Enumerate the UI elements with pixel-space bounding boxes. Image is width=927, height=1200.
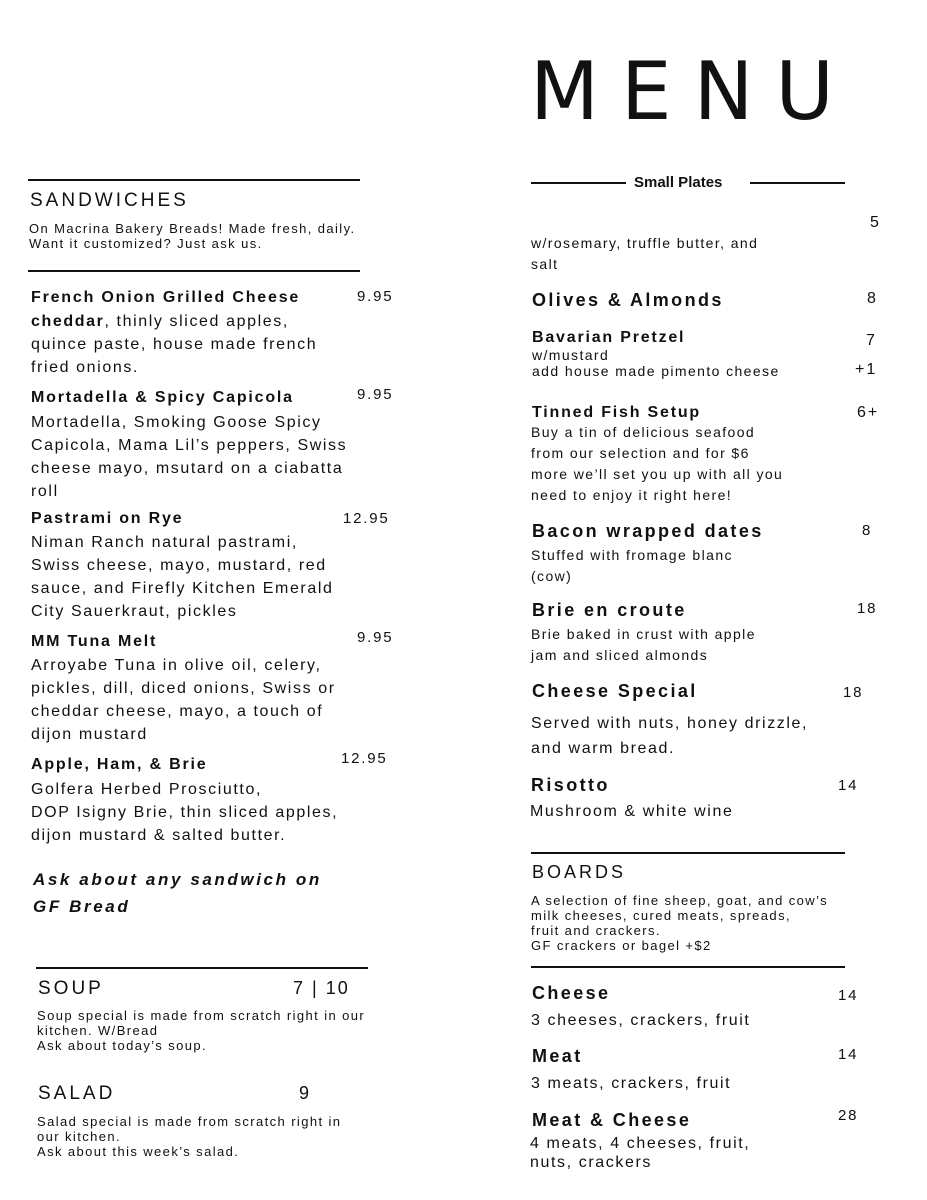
item-description: 3 meats, crackers, fruit	[531, 1075, 732, 1092]
soup-description: Soup special is made from scratch right in our kitchen. W/Bread Ask about today’s soup.	[37, 1008, 366, 1053]
divider	[750, 182, 845, 184]
item-name: Pastrami on Rye	[31, 510, 184, 527]
item-description: Golfera Herbed Prosciutto, DOP Isigny Brie, thin sliced apples, dijon mustard & salted butter.	[31, 781, 339, 844]
item-price: 18	[843, 684, 864, 701]
divider	[531, 966, 845, 968]
item-description: Brie baked in crust with apple jam and sliced almonds	[531, 626, 756, 663]
item-name: Brie en croute	[532, 600, 687, 620]
page-title: MENU	[530, 45, 856, 138]
item-description: Served with nuts, honey drizzle, and warm bread.	[531, 715, 809, 757]
item-name: Bavarian Pretzel	[532, 329, 686, 346]
item-price: 18	[857, 600, 878, 617]
gf-note: Ask about any sandwich on GF Bread	[33, 870, 322, 916]
item-price: 8	[862, 522, 873, 539]
boards-description: A selection of fine sheep, goat, and cow’s milk cheeses, cured meats, spreads, fruit and crackers. GF crackers or bagel +$2	[531, 893, 829, 953]
item-description: Arroyabe Tuna in olive oil, celery, pickles, dill, diced onions, Swiss or cheddar cheese, mayo, a touch of dijon mustard	[31, 657, 336, 743]
item-description: 4 meats, 4 cheeses, fruit, nuts, crackers	[530, 1135, 751, 1171]
item-name: Olives & Almonds	[532, 290, 724, 310]
boards-header: BOARDS	[532, 862, 627, 882]
item-description: Niman Ranch natural pastrami, Swiss cheese, mayo, mustard, red sauce, and Firefly Kitchen Emerald City Sauerkraut, pickles	[31, 534, 334, 620]
item-description: w/mustard add house made pimento cheese	[532, 347, 780, 379]
item-price: 6+	[857, 404, 880, 421]
salad-header: SALAD	[38, 1083, 116, 1104]
item-price: 12.95	[341, 750, 388, 767]
item-price: 14	[838, 1046, 859, 1063]
soup-header: SOUP	[38, 978, 104, 999]
divider	[36, 967, 368, 969]
item-name: French Onion Grilled Cheese	[31, 289, 301, 306]
divider	[531, 852, 845, 854]
item-price: 9.95	[357, 288, 394, 305]
item-price: 14	[838, 777, 859, 794]
item-price: 14	[838, 987, 859, 1004]
sandwiches-header: SANDWICHES	[30, 190, 189, 211]
item-name: Apple, Ham, & Brie	[31, 756, 208, 773]
item-description: 3 cheeses, crackers, fruit	[531, 1012, 751, 1029]
item-description: Stuffed with fromage blanc (cow)	[531, 547, 733, 584]
item-name: Cheese Special	[532, 681, 698, 701]
item-description: cheddar, thinly sliced apples, quince paste, house made french fried onions.	[31, 313, 318, 376]
item-name: Tinned Fish Setup	[532, 404, 701, 421]
soup-price: 7 | 10	[293, 978, 350, 998]
item-name: Bacon wrapped dates	[532, 521, 764, 541]
salad-description: Salad special is made from scratch right in our kitchen. Ask about this week’s salad.	[37, 1114, 342, 1159]
divider	[531, 182, 626, 184]
item-price: 7	[866, 332, 877, 349]
sandwiches-note: On Macrina Bakery Breads! Made fresh, daily. Want it customized? Just ask us.	[29, 221, 356, 251]
item-description: Buy a tin of delicious seafood from our selection and for $6 more we’ll set you up with all you need to enjoy it right here!	[531, 424, 784, 503]
salad-price: 9	[299, 1083, 312, 1103]
item-price: 8	[867, 290, 878, 307]
item-price: 9.95	[357, 386, 394, 403]
item-description: Mushroom & white wine	[530, 803, 734, 820]
small-plates-header: Small Plates	[634, 174, 723, 191]
item-name: Risotto	[531, 775, 610, 795]
item-name: Cheese	[532, 983, 611, 1003]
item-price: 9.95	[357, 629, 394, 646]
divider	[28, 270, 360, 272]
item-price: 5	[870, 214, 881, 231]
item-name: Meat	[532, 1046, 583, 1066]
item-addon-price: +1	[855, 361, 878, 378]
item-description: Mortadella, Smoking Goose Spicy Capicola, Mama Lil’s peppers, Swiss cheese mayo, msutard on a ciabatta roll	[31, 414, 348, 500]
item-description: w/rosemary, truffle butter, and salt	[531, 235, 759, 272]
item-price: 28	[838, 1107, 859, 1124]
item-name: Mortadella & Spicy Capicola	[31, 389, 294, 406]
item-name: MM Tuna Melt	[31, 633, 158, 650]
item-price: 12.95	[343, 510, 390, 527]
divider	[28, 179, 360, 181]
item-name: Meat & Cheese	[532, 1110, 692, 1130]
